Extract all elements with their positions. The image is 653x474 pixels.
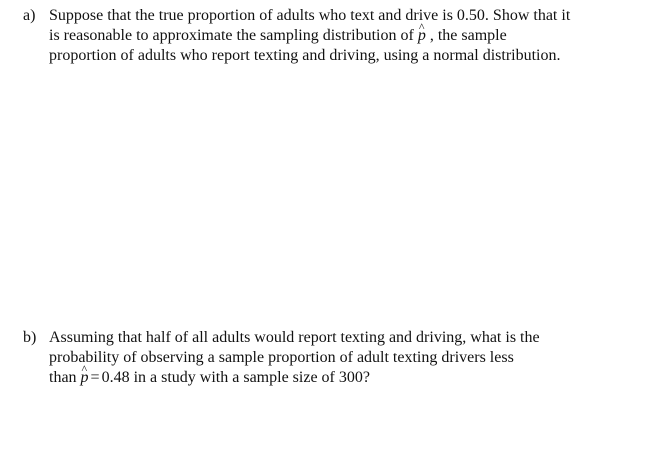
question-b-line-1: Assuming that half of all adults would report texting and driving, what is the (49, 329, 540, 346)
question-a-text (49, 6, 643, 66)
question-a-label: a) (23, 7, 36, 24)
question-b-line-3 (49, 368, 643, 388)
question-a-line-2 (49, 26, 643, 46)
p-hat-symbol: ^ p (81, 368, 89, 388)
question-a (23, 6, 643, 66)
question-b-label: b) (23, 329, 37, 346)
question-a-line-2-start: is reasonable to approximate the sampling distribution of (49, 27, 418, 44)
p-hat-value: 0.48 (101, 369, 130, 386)
question-b (23, 328, 643, 388)
question-b-line-3-start: than (49, 369, 81, 386)
question-b-line-2: probability of observing a sample proportion of adult texting drivers less (49, 349, 514, 366)
question-a-line-3: proportion of adults who report texting and driving, using a normal distribution. (49, 47, 561, 64)
equals-sign: = (90, 369, 100, 386)
question-b-line-3-end: in a study with a sample size of 300? (129, 369, 370, 386)
question-a-line-2-end: , the sample (425, 27, 507, 44)
p-hat-symbol: ^ p (418, 26, 426, 46)
question-a-line-1: Suppose that the true proportion of adults who text and drive is 0.50. Show that it (49, 7, 571, 24)
question-b-text (49, 328, 643, 388)
